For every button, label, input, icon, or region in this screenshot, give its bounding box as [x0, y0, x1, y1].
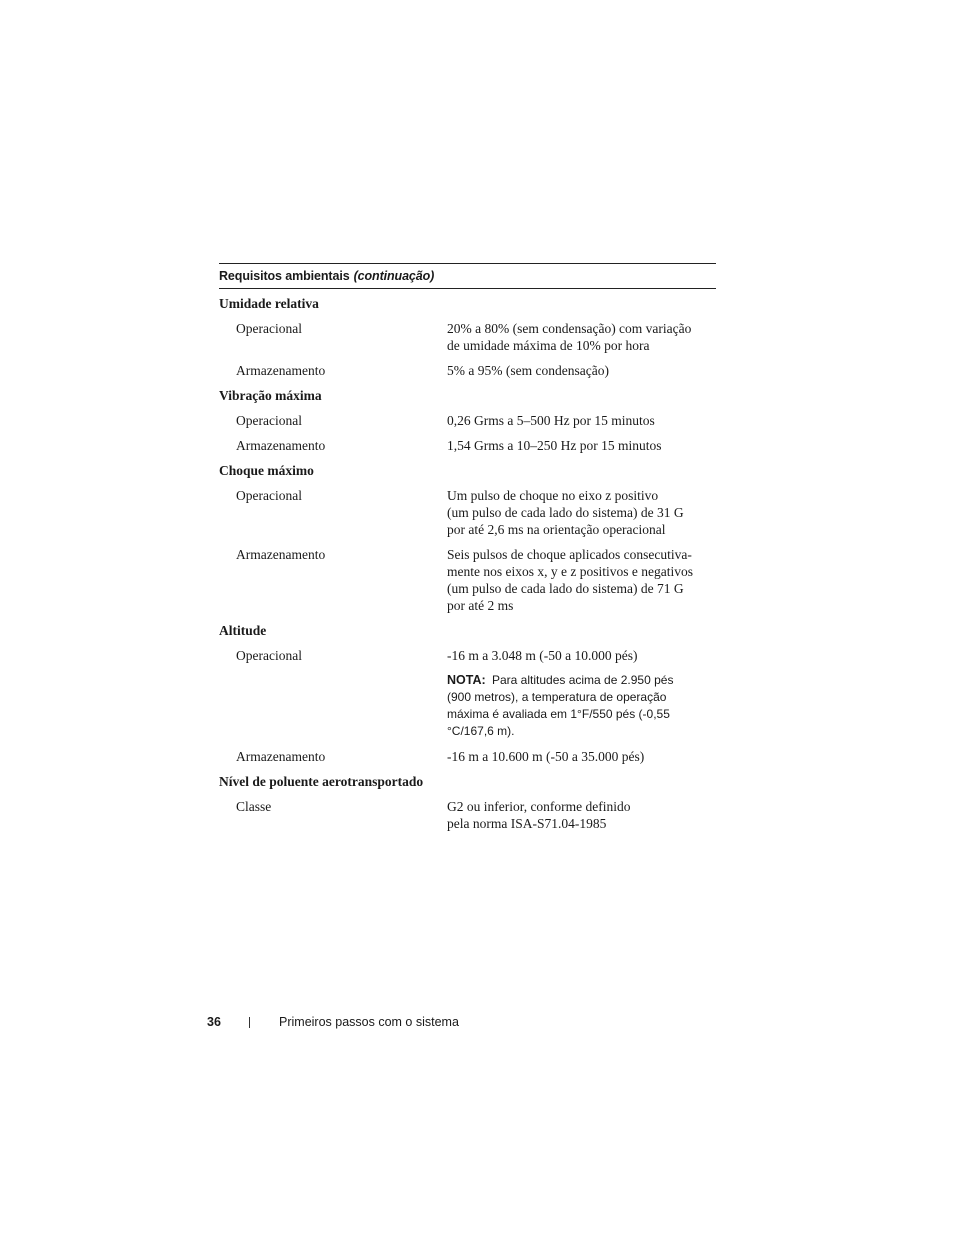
table-row: [219, 433, 716, 458]
row-value: 0,26 Grms a 5–500 Hz por 15 minutos: [447, 413, 655, 428]
table-row: [219, 643, 716, 668]
row-value: 1,54 Grms a 10–250 Hz por 15 minutos: [447, 438, 662, 453]
row-value: Um pulso de choque no eixo z positivo (um pulso de cada lado do sistema) de 31 G por até 2,6 ms na orientação operacional: [447, 488, 684, 537]
chapter-title: Primeiros passos com o sistema: [279, 1015, 459, 1029]
row-label: Classe: [236, 799, 272, 814]
row-value: -16 m a 3.048 m (-50 a 10.000 pés): [447, 648, 638, 663]
row-value: -16 m a 10.600 m (-50 a 35.000 pés): [447, 749, 645, 764]
row-label: Armazenamento: [236, 547, 326, 562]
row-label: Operacional: [236, 321, 302, 336]
table-row: [219, 358, 716, 383]
page-footer: [207, 1015, 459, 1029]
row-value: 5% a 95% (sem condensação): [447, 363, 609, 378]
row-label: Armazenamento: [236, 363, 326, 378]
row-value: 20% a 80% (sem condensação) com variação de umidade máxima de 10% por hora: [447, 321, 692, 353]
row-label: Operacional: [236, 488, 302, 503]
footer-separator: [249, 1017, 250, 1028]
altitude-note: [219, 668, 697, 744]
table-title-suffix: (continuação): [353, 269, 435, 283]
section-title-vibration: Vibração máxima: [219, 388, 322, 403]
table-row: [219, 483, 716, 542]
table-header: [219, 264, 716, 288]
row-label: Armazenamento: [236, 749, 326, 764]
note-label: NOTA:: [447, 673, 486, 687]
row-label: Operacional: [236, 413, 302, 428]
row-value: Seis pulsos de choque aplicados consecutiva- mente nos eixos x, y e z positivos e negativos (um pulso de cada lado do sistema) de 71 G por até 2 ms: [447, 547, 693, 613]
note-text: Para altitudes acima de 2.950 pés (900 metros), a temperatura de operação máxima é avaliada em 1°F/550 pés (-0,55 °C/167,6 m).: [447, 673, 674, 738]
environmental-requirements-table: [219, 263, 716, 836]
section-title-humidity: Umidade relativa: [219, 296, 319, 311]
table-row: [219, 408, 716, 433]
row-label: Operacional: [236, 648, 302, 663]
row-value: G2 ou inferior, conforme definido pela norma ISA-S71.04-1985: [447, 799, 631, 831]
page-number: 36: [207, 1015, 221, 1029]
section-title-pollutant: Nível de poluente aerotransportado: [219, 774, 424, 789]
table-row: [219, 542, 716, 618]
table-title: Requisitos ambientais: [219, 269, 350, 283]
table-row: [219, 316, 716, 358]
section-title-shock: Choque máximo: [219, 463, 314, 478]
table-row: [219, 794, 716, 836]
section-title-altitude: Altitude: [219, 623, 267, 638]
table-row: [219, 744, 716, 769]
row-label: Armazenamento: [236, 438, 326, 453]
